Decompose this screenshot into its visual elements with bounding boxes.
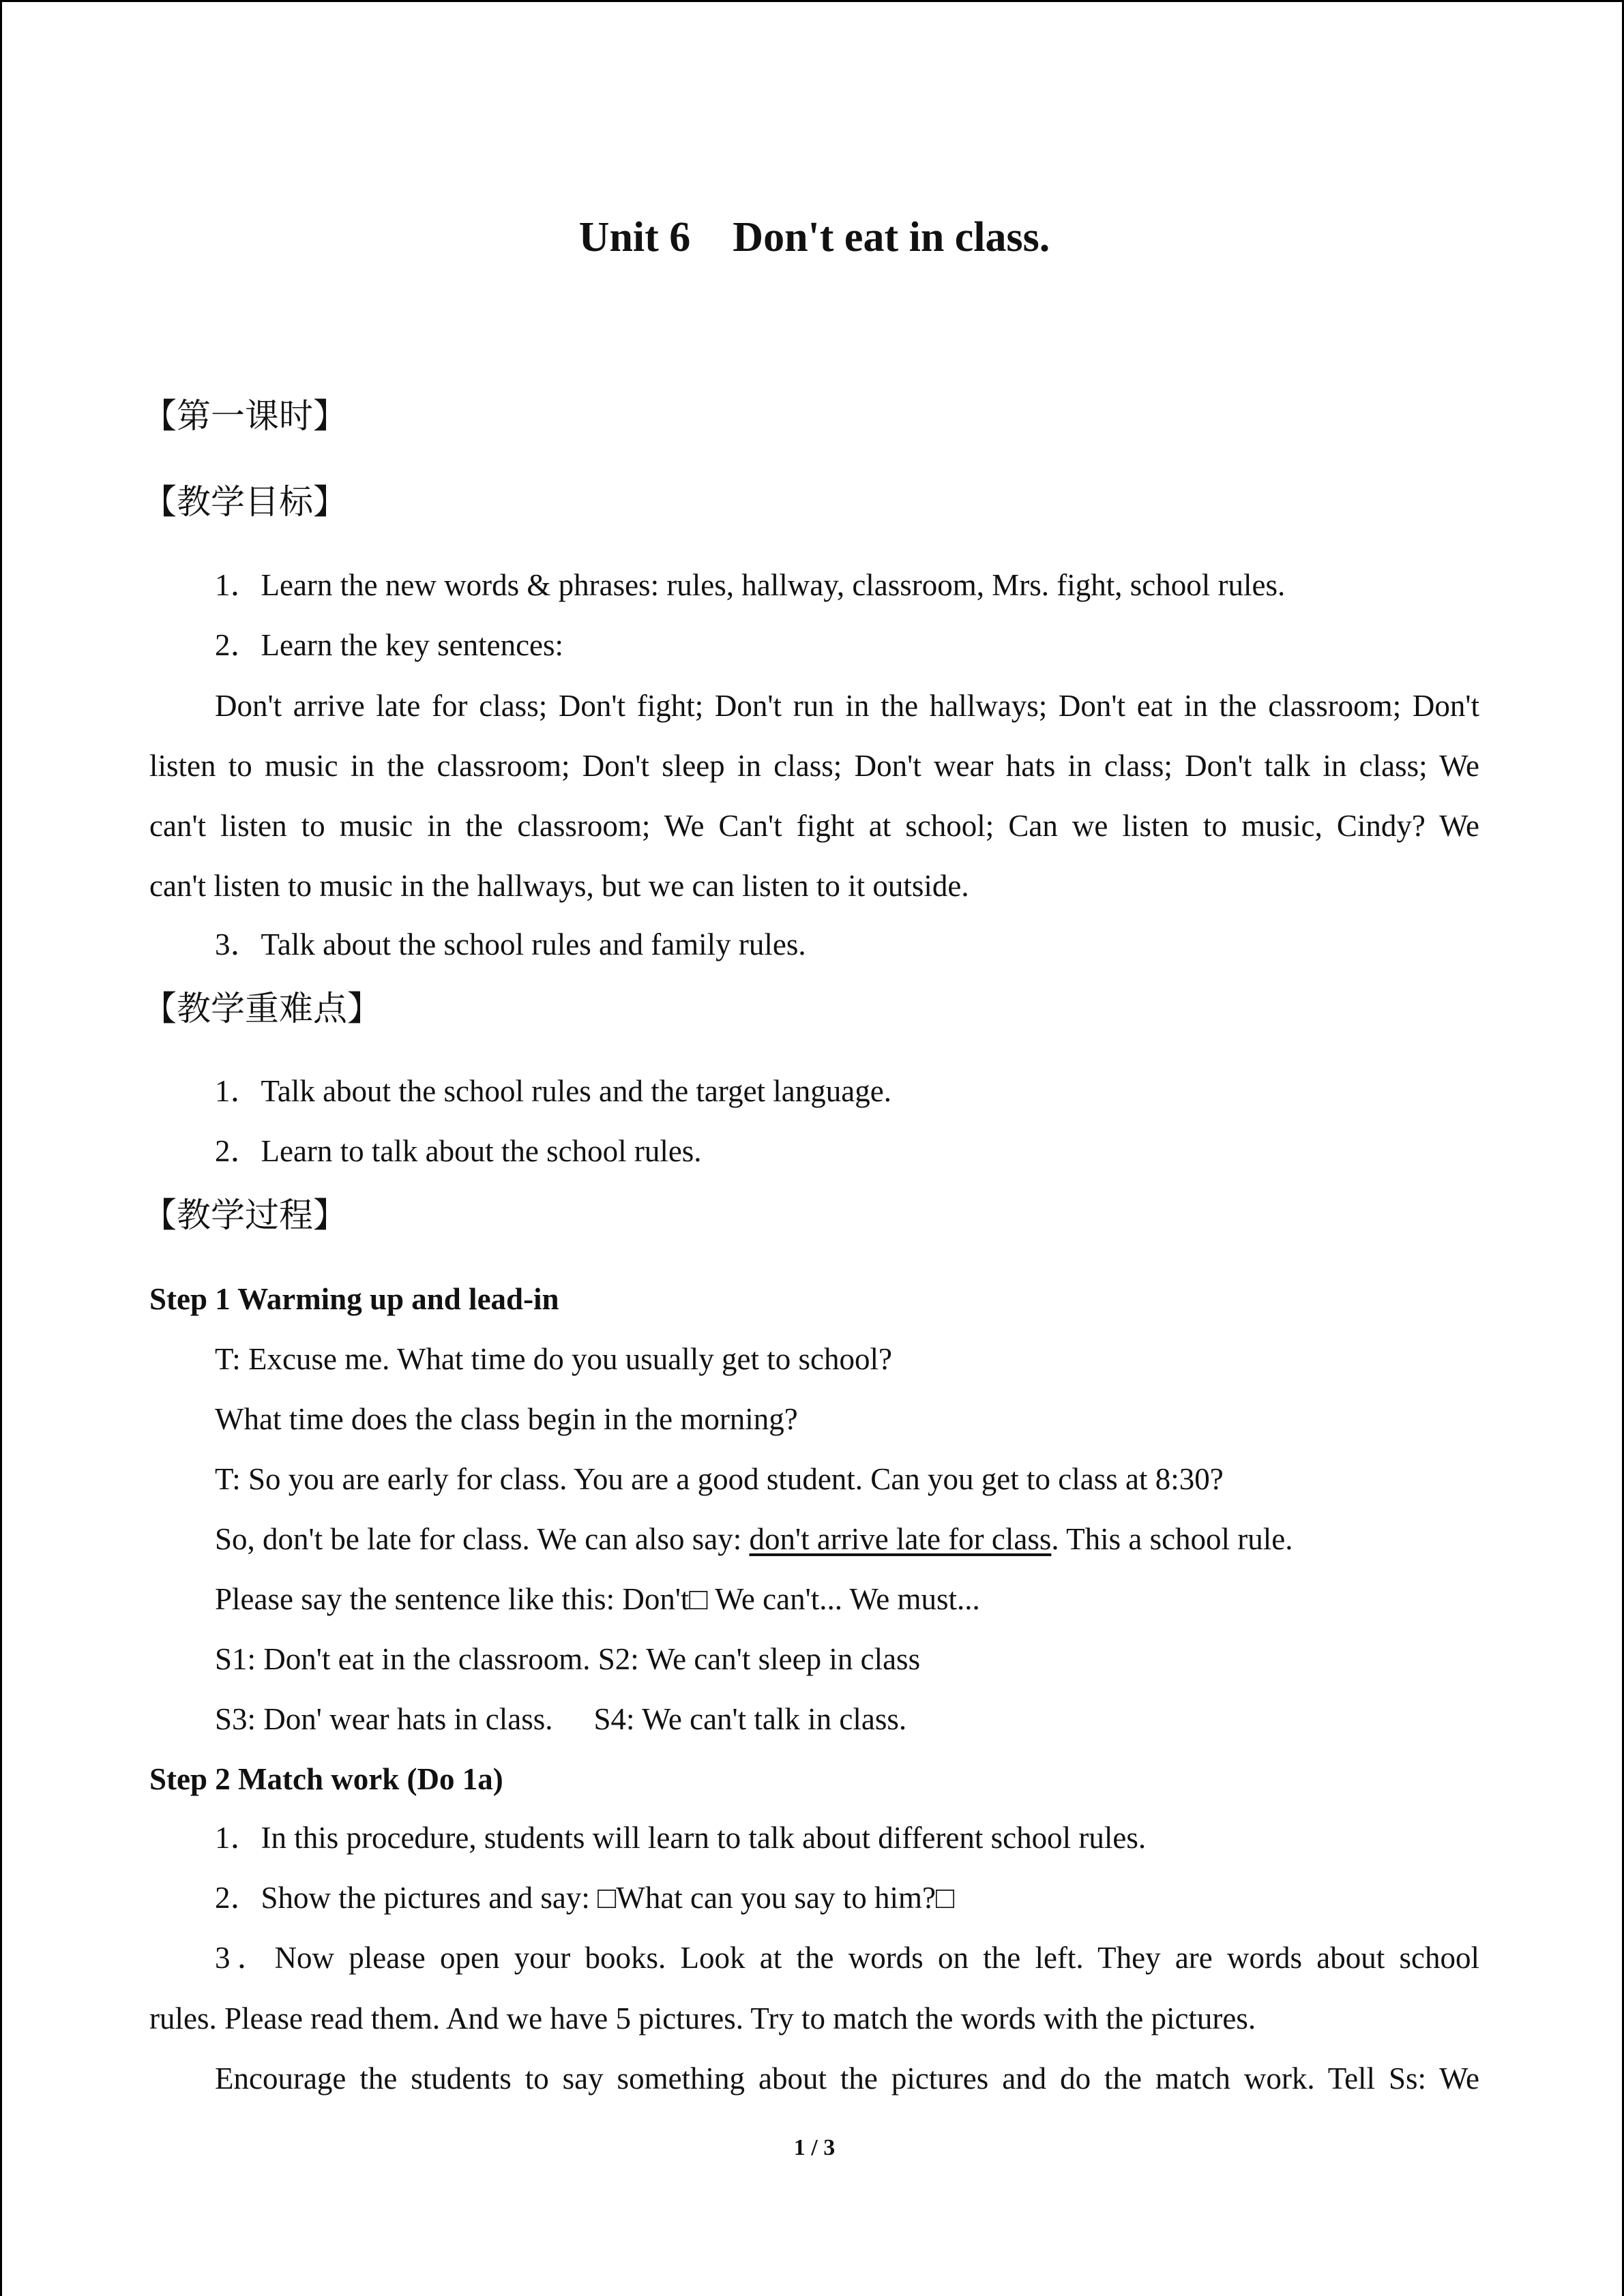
key-sentences-line-3: can't listen to music in the classroom; We Can't fight at school; Can we listen to music, Cindy? We — [149, 809, 1479, 843]
step-2-line-1: 1．In this procedure, students will learn to talk about different school rules. — [215, 1821, 1147, 1855]
heading-objectives: 【教学目标】 — [143, 482, 347, 522]
key-point-item-2: 2．Learn to talk about the school rules. — [215, 1134, 702, 1168]
step-1-title: Step 1 Warming up and lead-in — [149, 1282, 559, 1316]
step-2-line-2: 2．Show the pictures and say: □What can you say to him?□ — [215, 1881, 955, 1915]
document-title: Unit 6 Don't eat in class. — [578, 214, 1050, 260]
step-2-line-3b: rules. Please read them. And we have 5 pictures. Try to match the words with the pictures. — [149, 2001, 1256, 2036]
step-1-line-7-s4: S4: We can't talk in class. — [593, 1702, 907, 1736]
step-1-line-7-s3: S3: Don' wear hats in class. — [215, 1702, 553, 1736]
key-sentences-line-2: listen to music in the classroom; Don't sleep in class; Don't wear hats in class; Don't talk in class; We — [149, 749, 1479, 783]
key-sentences-line-4: can't listen to music in the hallways, but we can listen to it outside. — [149, 869, 969, 903]
step-1-line-3: T: So you are early for class. You are a good student. Can you get to class at 8:30? — [215, 1462, 1224, 1496]
underlined-rule: don't arrive late for class — [749, 1522, 1052, 1556]
step-1-line-4 — [215, 1519, 1479, 1560]
objective-item-2: 2．Learn the key sentences: — [215, 628, 564, 662]
page-number: 1 / 3 — [793, 2135, 836, 2160]
key-sentences-line-1: Don't arrive late for class; Don't fight; Don't run in the hallways; Don't eat in the classroom; Don't — [215, 689, 1479, 723]
step-1-line-2: What time does the class begin in the morning? — [215, 1402, 798, 1436]
objective-item-3: 3．Talk about the school rules and family rules. — [215, 927, 806, 961]
step-2-title: Step 2 Match work (Do 1a) — [149, 1762, 503, 1796]
heading-key-points: 【教学重难点】 — [143, 989, 381, 1028]
step-1-line-1: T: Excuse me. What time do you usually get to school? — [215, 1342, 892, 1376]
step-1-line-4-start: So, don't be late for class. We can also say: — [215, 1522, 750, 1556]
step-1-line-6: S1: Don't eat in the classroom. S2: We can't sleep in class — [215, 1642, 921, 1676]
step-1-line-7 — [215, 1699, 1479, 1740]
step-1-line-4-end: . This a school rule. — [1051, 1522, 1293, 1556]
heading-process: 【教学过程】 — [143, 1195, 347, 1235]
step-1-line-5: Please say the sentence like this: Don't□ We can't... We must... — [215, 1582, 980, 1616]
step-2-line-3a: 3．Now please open your books. Look at the words on the left. They are words about school — [215, 1941, 1479, 1975]
key-point-item-1: 1．Talk about the school rules and the target language. — [215, 1074, 891, 1108]
step-2-line-4: Encourage the students to say something about the pictures and do the match work. Tell Ss: We — [215, 2061, 1479, 2096]
objective-item-1: 1．Learn the new words & phrases: rules, hallway, classroom, Mrs. fight, school rules. — [215, 568, 1286, 602]
heading-lesson: 【第一课时】 — [143, 396, 347, 436]
